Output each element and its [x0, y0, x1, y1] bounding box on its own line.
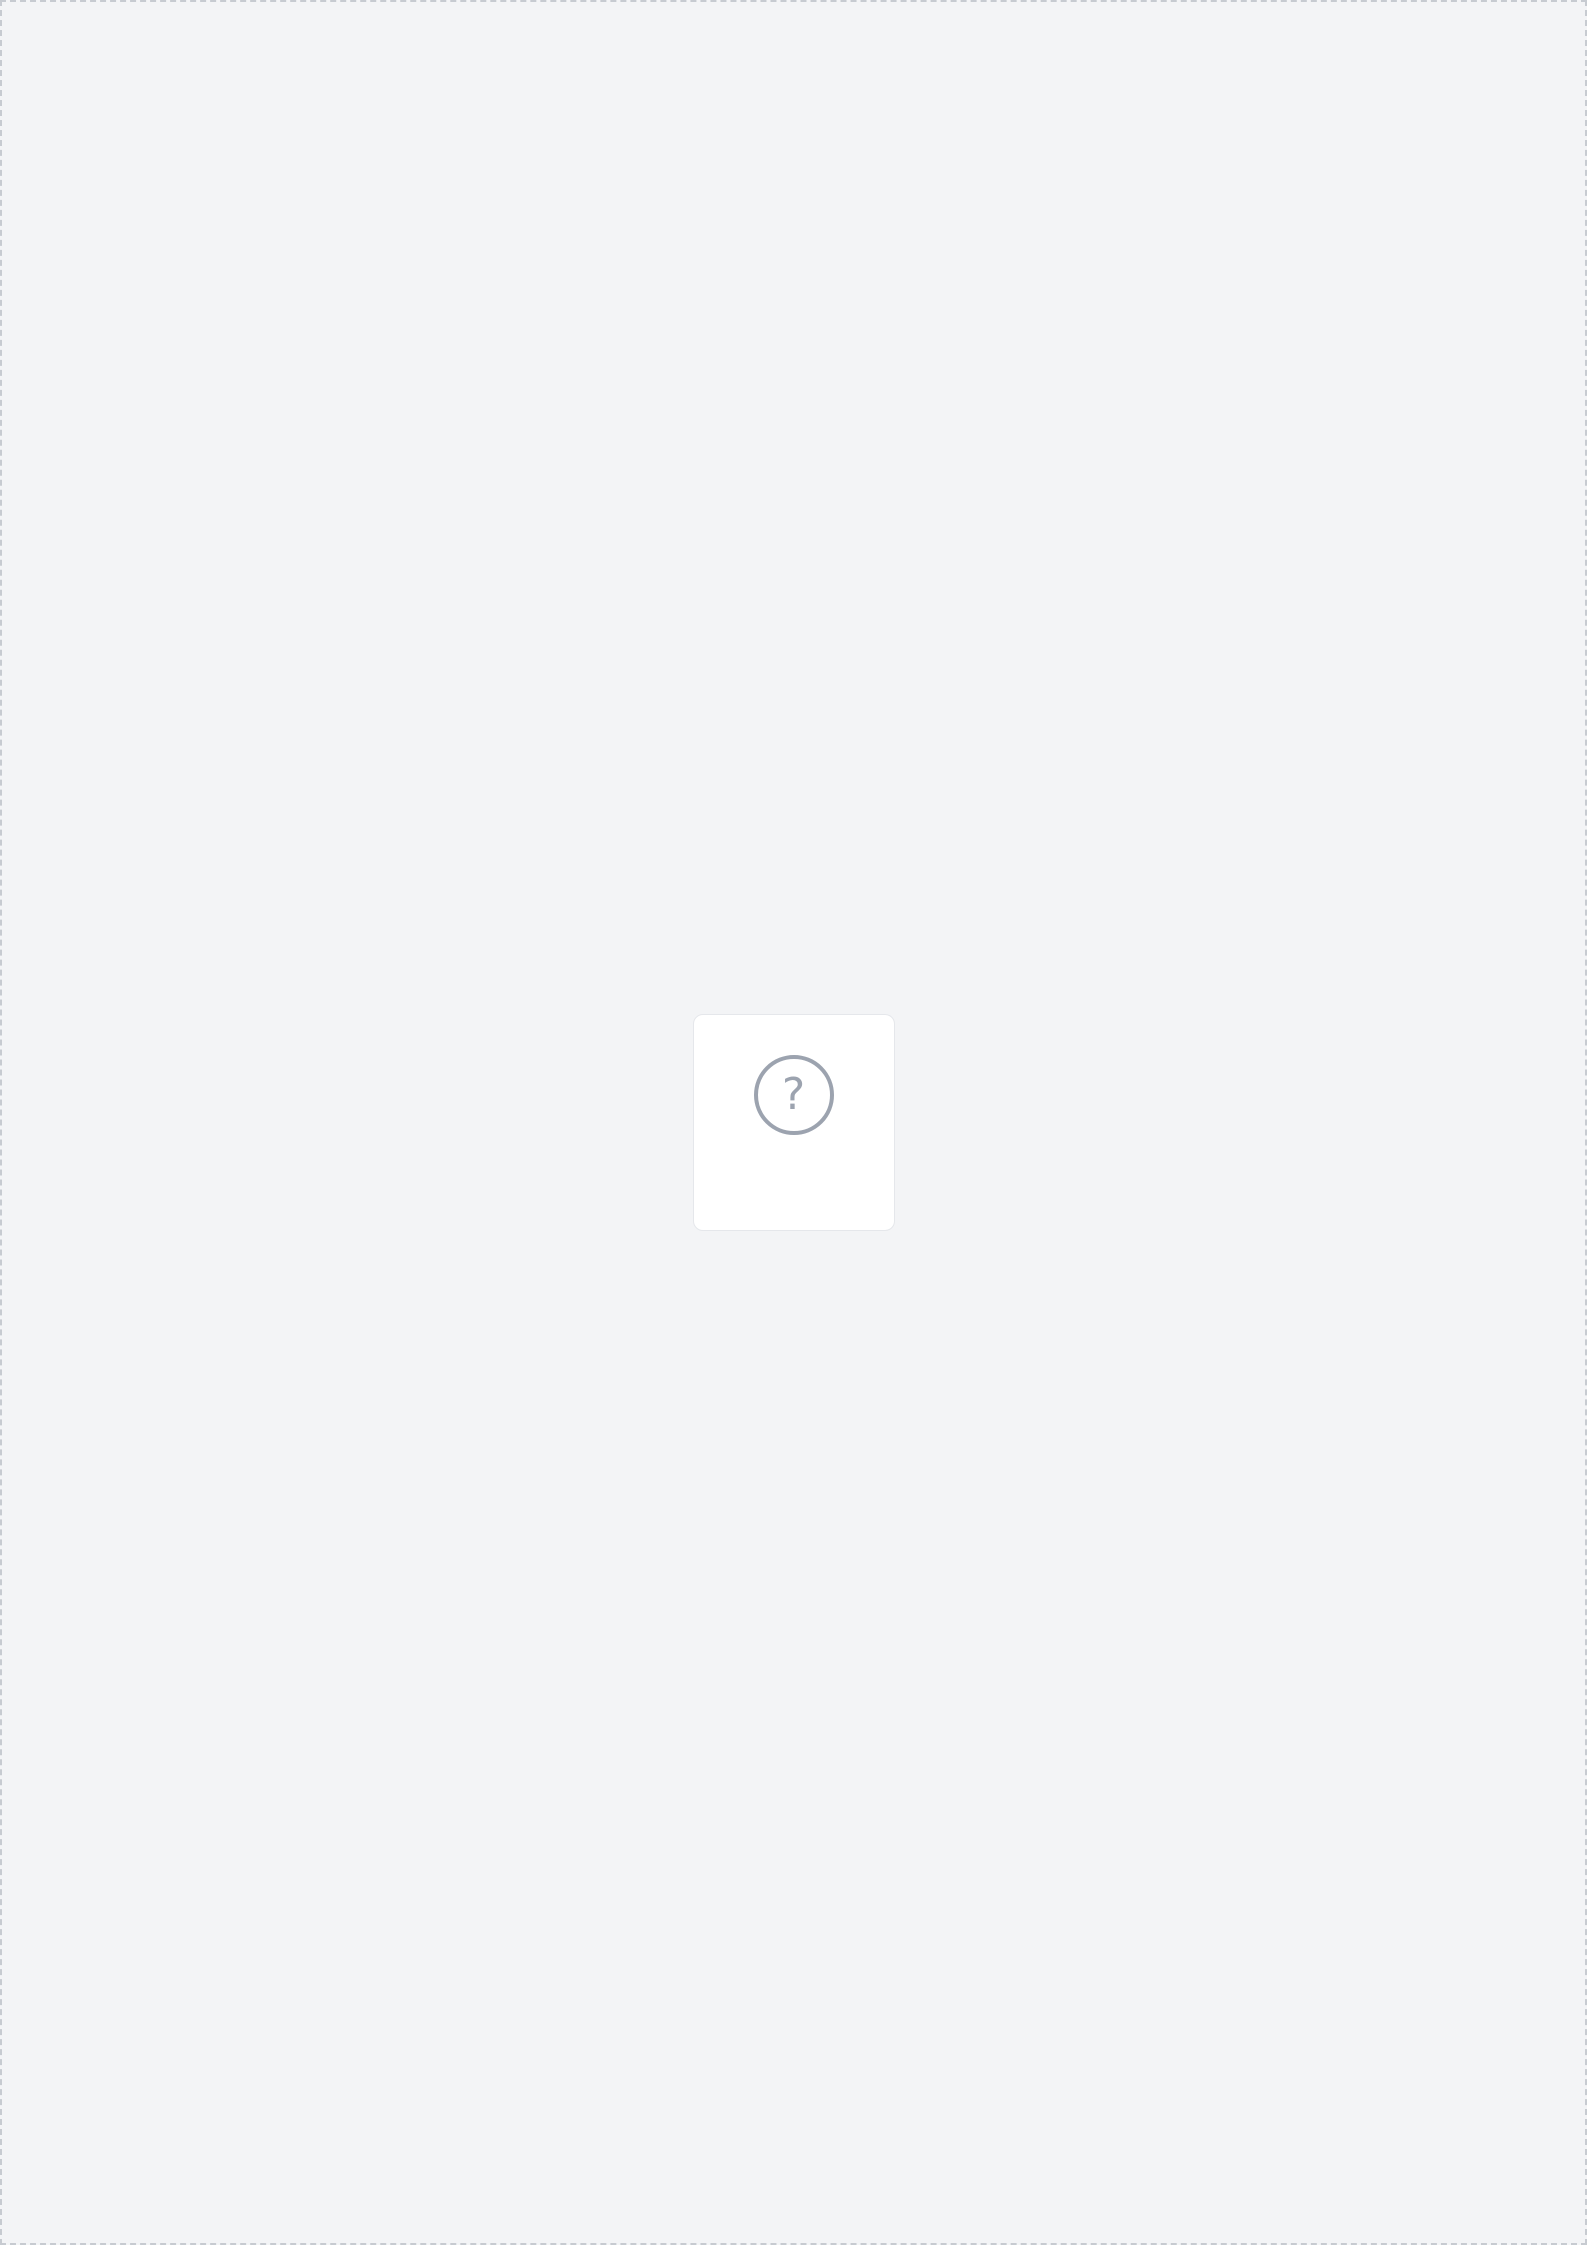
notice-text — [754, 1151, 834, 1190]
image-missing-icon: ? — [754, 1055, 834, 1135]
missing-image-notice — [693, 1014, 895, 1231]
